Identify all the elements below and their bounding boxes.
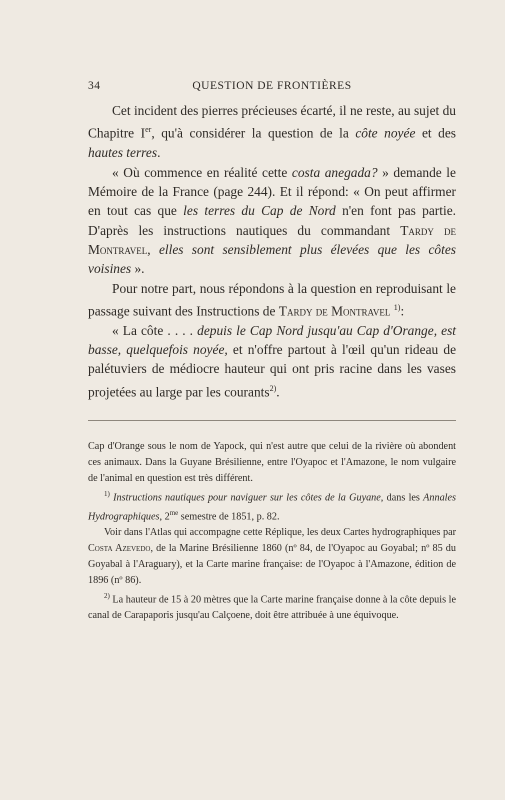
page-header xyxy=(88,80,456,96)
footnote-1-continued: Voir dans l'Atlas qui accompagne cette Réplique, les deux Cartes hydrographiques par Costa Azevedo, de la Marine Brésilienne 1860 (nº 84, de l'Oyapoc au Goyabal; nº 85 du Goyabal à l'Araguary), et la Carte marine française: de l'Oyapoc à l'Amazone, édition de 1896 (nº 86). xyxy=(88,527,456,587)
main-text xyxy=(88,101,456,402)
footnote-1: $^{1)}$ Instructions nautiques pour naviguer sur les côtes de la Guyane, dans les Annales Hydrographiques, $2^{me}$ semestre de 1851, p. 82. xyxy=(88,489,456,523)
paragraph-4-quote: « La côte . . . . depuis le Cap Nord jusqu'au Cap d'Orange, est basse, quelquefois noyée, et n'offre partout à l'œil qu'un rideau de palétuviers de médiocre hauteur qui ont pris racine dans les vases projetées au large par les courants$^{2)}$. xyxy=(88,322,457,400)
author-name: Tardy de Montravel xyxy=(278,303,391,319)
page-number: 34 xyxy=(88,80,101,92)
footnote-ref-2: 2) xyxy=(269,383,277,393)
footnotes xyxy=(88,439,456,624)
footnote-continued: Cap d'Orange sous le nom de Yapock, qui n'est autre que celui de la rivière où abondent ces animaux. Dans la Guyane Brésilienne, entre l'Oyapoc et l'Amazone, le nom vulgaire de l'animal en question est très différent. xyxy=(88,441,456,484)
footnote-ref-1: 1) xyxy=(393,302,401,312)
running-title: QUESTION DE FRONTIÈRES xyxy=(192,80,352,92)
paragraph-1: Cet incident des pierres précieuses écarté, il ne reste, au sujet du Chapitre Ier, qu'à considérer la question de la côte noyée et des hautes terres. xyxy=(88,103,457,161)
author-name: Tardy de Montravel xyxy=(88,222,456,257)
paragraph-2: « Où commence en réalité cette costa anegada? » demande le Mémoire de la France (page 244). Et il répond: « On peut affirmer en tout cas que les terres du Cap de Nord n'en font pas partie. D'après les instructions nautiques du commandant Tardy de Montravel, elles sont sensiblement plus élevées que les côtes voisines ». xyxy=(88,164,457,277)
footnote-2: $^{2)}$ La hauteur de 15 à 20 mètres que la Carte marine française donne à la côte depuis le canal de Carapaporis jusqu'au Calçoene, doit être attribuée à une équivoque. xyxy=(88,591,456,622)
footnote-divider xyxy=(88,420,456,421)
paragraph-3: Pour notre part, nous répondons à la question en reproduisant le passage suivant des Instructions de Tardy de Montravel $^{1)}$: xyxy=(88,280,456,319)
